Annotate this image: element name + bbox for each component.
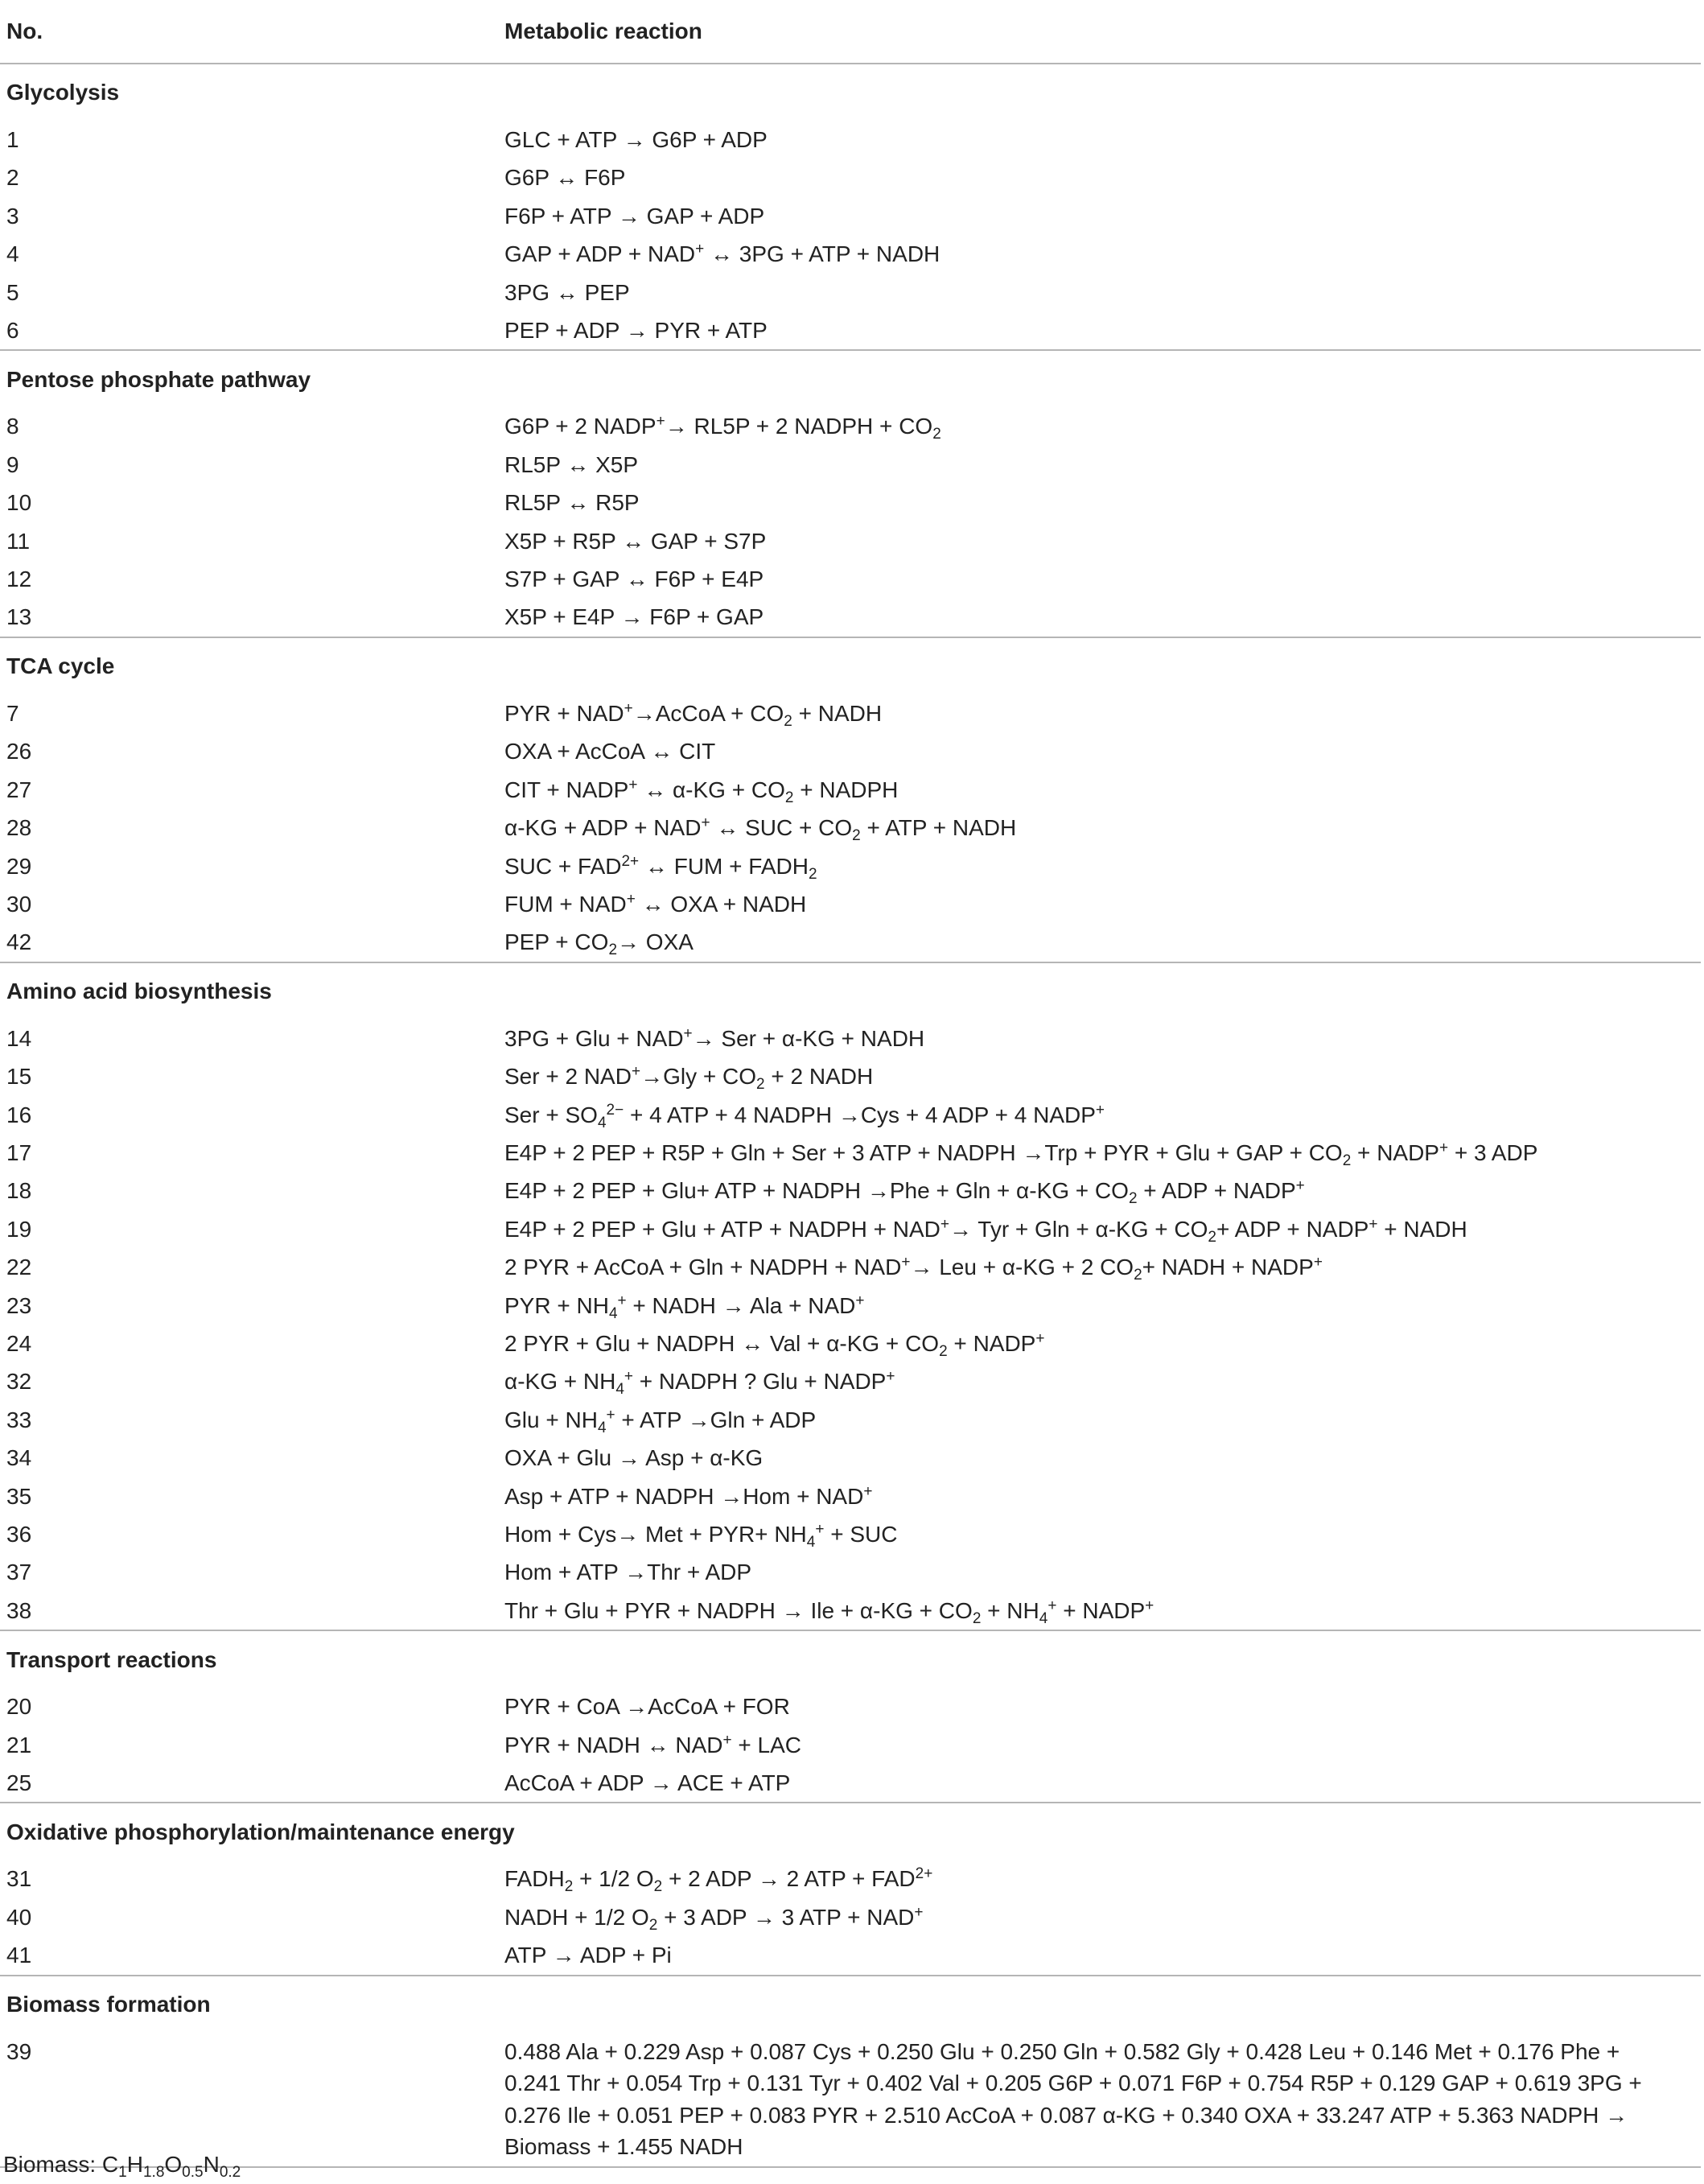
table-row [0, 809, 1701, 847]
reaction-equation: PYR + CoA →AcCoA + FOR [504, 1694, 790, 1720]
reaction-number: 36 [6, 1522, 32, 1547]
table-row [0, 446, 1701, 484]
reaction-number: 8 [6, 414, 19, 439]
section-title: Transport reactions [6, 1646, 217, 1672]
table-row [0, 1439, 1701, 1477]
reaction-equation: NADH + 1/2 $O_2 + 3$ ADP → 3 ATP + NAD+ [504, 1903, 924, 1934]
table-row [0, 1898, 1701, 1936]
reaction-equation: E4P + 2 PEP + Glu+ ATP + NADPH $\to Phe + Gln + \alpha-KG + CO_2$ + ADP + NADP+ [504, 1177, 1305, 1208]
reaction-number: 9 [6, 451, 19, 477]
table-row [0, 694, 1701, 732]
reaction-equation: FUM + NAD+ ↔ OXA + NADH [504, 890, 807, 917]
biomass-footnote: Biomass: $C_1H_{1.8}O_{0.5}N_{0.2}$ [3, 2152, 241, 2181]
reaction-number: 37 [6, 1560, 32, 1585]
reaction-number: 28 [6, 815, 32, 841]
reaction-number: 23 [6, 1292, 32, 1318]
table-row [0, 1362, 1701, 1400]
table-row [0, 484, 1701, 521]
reaction-equation: X5P + E4P → F6P + GAP [504, 604, 764, 630]
reaction-equation: PEP + $CO_2\to$ OXA [504, 929, 694, 959]
reaction-number: 20 [6, 1694, 32, 1720]
reaction-equation: G6P + 2 NADP+→ RL5P + 2 NADPH + $CO_2$ [504, 413, 941, 443]
reaction-number: 35 [6, 1483, 32, 1509]
section-header-row [0, 962, 1701, 1020]
reaction-number: 5 [6, 279, 19, 305]
reaction-number: 4 [6, 241, 19, 267]
section-header-row [0, 1630, 1701, 1687]
reaction-number: 10 [6, 490, 32, 516]
reaction-number: 32 [6, 1369, 32, 1395]
table-row [0, 1515, 1701, 1553]
section-title: TCA cycle [6, 653, 115, 679]
reaction-equation: Ser + $SO_4^{2-} + 4$ ATP + 4 NADPH →Cys + 4 ADP + 4 NADP+ [504, 1101, 1105, 1131]
reaction-number: 21 [6, 1732, 32, 1758]
reaction-number: 12 [6, 567, 32, 592]
section-header-row [0, 350, 1701, 407]
table-row [0, 1764, 1701, 1803]
reaction-equation: G6P ↔ F6P [504, 165, 626, 191]
reaction-number: 27 [6, 777, 32, 802]
table-row [0, 121, 1701, 159]
table-row [0, 885, 1701, 923]
reaction-number: 30 [6, 891, 32, 917]
table-row [0, 159, 1701, 196]
table-row [0, 1860, 1701, 1898]
reaction-equation: CIT + NADP+ ↔ $\alpha-KG + CO_2$ + NADPH [504, 776, 899, 806]
table-body [0, 64, 1701, 2167]
section-title: Amino acid biosynthesis [6, 979, 272, 1004]
reaction-number: 18 [6, 1178, 32, 1204]
table-row [0, 1134, 1701, 1172]
section-header-row [0, 637, 1701, 694]
table-row [0, 407, 1701, 445]
table-row [0, 847, 1701, 885]
reaction-number: 26 [6, 739, 32, 764]
reaction-number: 7 [6, 700, 19, 726]
reaction-number: 19 [6, 1216, 32, 1242]
table-row [0, 1936, 1701, 1975]
reaction-equation: S7P + GAP ↔ F6P + E4P [504, 567, 764, 592]
reaction-number: 34 [6, 1445, 32, 1471]
table-row [0, 1248, 1701, 1286]
reaction-number: 15 [6, 1064, 32, 1090]
reaction-equation: $FADH_2 + 1/2$ $O_2 + 2$ ADP → 2 ATP + $FAD^{2+}$ [504, 1865, 933, 1896]
reaction-equation: Hom + ATP →Thr + ADP [504, 1560, 752, 1585]
column-header-reaction: Metabolic reaction [504, 19, 702, 44]
table-row [0, 1020, 1701, 1057]
section-title: Pentose phosphate pathway [6, 366, 311, 392]
reaction-equation: α-KG + ADP + NAD+ ↔ SUC + $CO_2$ + ATP + NADH [504, 814, 1017, 845]
section-title: Biomass formation [6, 1991, 211, 2017]
table-row [0, 1057, 1701, 1095]
table-row [0, 1172, 1701, 1209]
reaction-number: 11 [6, 528, 31, 554]
reaction-number: 29 [6, 853, 32, 879]
reaction-number: 16 [6, 1102, 32, 1127]
reaction-equation: F6P + ATP → GAP + ADP [504, 203, 765, 229]
reaction-equation: PYR + NADH ↔ NAD+ + LAC [504, 1731, 801, 1758]
reaction-equation: PYR + $NH_4^+$ + NADH → Ala + NAD+ [504, 1292, 865, 1322]
reaction-number: 41 [6, 1943, 32, 1968]
table-row [0, 1096, 1701, 1134]
table-row [0, 1401, 1701, 1439]
reaction-equation: SUC + $FAD^{2+}$ ↔ FUM + $FADH_2$ [504, 852, 817, 883]
reaction-equation: X5P + R5P ↔ GAP + S7P [504, 528, 767, 554]
reaction-equation: PYR + NAD+→AcCoA + $CO_2$ + NADH [504, 699, 883, 730]
table-row [0, 1553, 1701, 1591]
table-row [0, 1687, 1701, 1725]
reaction-equation: Thr + Glu + PYR + NADPH → Ile + $\alpha-KG + CO_2 + NH_4^+$ + NADP+ [504, 1597, 1155, 1627]
reaction-equation: $\alpha-KG + NH_4^+$ + NADPH ? Glu + NADP+ [504, 1368, 895, 1399]
table-row [0, 560, 1701, 598]
reaction-number: 22 [6, 1255, 32, 1280]
reaction-equation: 3PG ↔ PEP [504, 279, 630, 305]
table-row [0, 1477, 1701, 1515]
section-title: Glycolysis [6, 80, 120, 105]
table-row [0, 771, 1701, 809]
reaction-equation: RL5P ↔ X5P [504, 451, 639, 477]
reaction-equation: E4P + 2 PEP + Glu + ATP + NADPH + NAD+→ Tyr + $Gln + \alpha-KG + CO_2+$ ADP + NADP+ + NADH [504, 1215, 1467, 1246]
reaction-number: 6 [6, 318, 19, 344]
reaction-number: 33 [6, 1407, 32, 1432]
table-row [0, 197, 1701, 235]
reaction-equation: E4P + 2 PEP + R5P + Gln + Ser + 3 ATP + NADPH →Trp + PYR + Glu + GAP + $CO_2$ + NADP+ + 3 ADP [504, 1139, 1538, 1169]
table-row [0, 598, 1701, 637]
table-row [0, 1287, 1701, 1325]
table-row [0, 732, 1701, 770]
table-header-row [0, 0, 1701, 64]
reaction-number: 1 [6, 127, 19, 152]
reaction-equation: GLC + ATP → G6P + ADP [504, 127, 768, 152]
reaction-number: 14 [6, 1025, 32, 1051]
section-header-row [0, 1976, 1701, 2033]
reaction-number: 13 [6, 604, 32, 630]
reaction-equation: Hom + Cys→ Met + $PYR+ NH_4^+$ + SUC [504, 1521, 898, 1551]
reaction-number: 42 [6, 929, 32, 955]
reaction-number: 40 [6, 1904, 32, 1930]
reaction-equation: ATP → ADP + Pi [504, 1943, 672, 1968]
table-row [0, 274, 1701, 311]
reaction-equation: 2 PYR + AcCoA + Gln + NADPH + NAD+→ Leu + α-KG + 2 $CO_2+$ NADH + NADP+ [504, 1254, 1323, 1284]
column-header-no: No. [6, 19, 43, 44]
reaction-equation: PEP + ADP → PYR + ATP [504, 318, 768, 344]
reaction-equation: 2 PYR + Glu + NADPH ↔ Val + $\alpha-KG + CO_2$ + NADP+ [504, 1329, 1045, 1360]
reaction-equation: 3PG + Glu + NAD+→ Ser + α-KG + NADH [504, 1024, 925, 1051]
reaction-number: 38 [6, 1597, 32, 1623]
reaction-number: 39 [6, 2038, 32, 2064]
section-title: Oxidative phosphorylation/maintenance energy [6, 1819, 515, 1844]
reaction-equation: GAP + ADP + NAD+ ↔ 3PG + ATP + NADH [504, 241, 940, 267]
table-row [0, 923, 1701, 962]
reaction-equation: Asp + ATP + NADPH →Hom + NAD+ [504, 1482, 873, 1509]
reaction-number: 24 [6, 1330, 32, 1356]
reaction-number: 17 [6, 1139, 32, 1165]
table-row [0, 1726, 1701, 1764]
reaction-equation: AcCoA + ADP → ACE + ATP [504, 1770, 791, 1796]
reaction-equation: 0.488 Ala + 0.229 Asp + 0.087 Cys + 0.250 Glu + 0.250 Gln + 0.582 Gly + 0.428 Leu + 0.146 Met + 0.176 Phe + 0.241 Thr + 0.054 Trp + 0.131 Tyr + 0.402 Val + 0.205 G6P + 0.071 F6P + 0.754 R5P + 0.129 GAP + 0.619 3PG + 0.276 Ile + 0.051 PEP + 0.083 PYR + 2.510 AcCoA + 0.087 α-KG + 0.340 OXA + 33.247 ATP + 5.363 NADPH → Biomass + 1.455 NADH [504, 2038, 1642, 2160]
section-header-row [0, 64, 1701, 121]
reaction-equation: Glu + $NH_4^+$ + ATP →Gln + ADP [504, 1406, 817, 1436]
table-row [0, 235, 1701, 273]
reaction-equation: OXA + AcCoA ↔ CIT [504, 739, 716, 764]
reaction-number: 3 [6, 203, 19, 229]
table-row [0, 1592, 1701, 1630]
reaction-equation: Ser + 2 $NAD^+\to Gly + CO_2 + 2$ NADH [504, 1063, 874, 1094]
table-row [0, 1210, 1701, 1248]
reaction-equation: OXA + Glu → Asp + α-KG [504, 1445, 764, 1471]
table-row [0, 1325, 1701, 1362]
reaction-equation: RL5P ↔ R5P [504, 490, 640, 516]
table-row [0, 522, 1701, 560]
table-row [0, 2033, 1701, 2167]
section-header-row [0, 1803, 1701, 1860]
reaction-number: 25 [6, 1770, 32, 1796]
reaction-number: 31 [6, 1866, 32, 1892]
reaction-number: 2 [6, 165, 19, 191]
table-row [0, 311, 1701, 350]
